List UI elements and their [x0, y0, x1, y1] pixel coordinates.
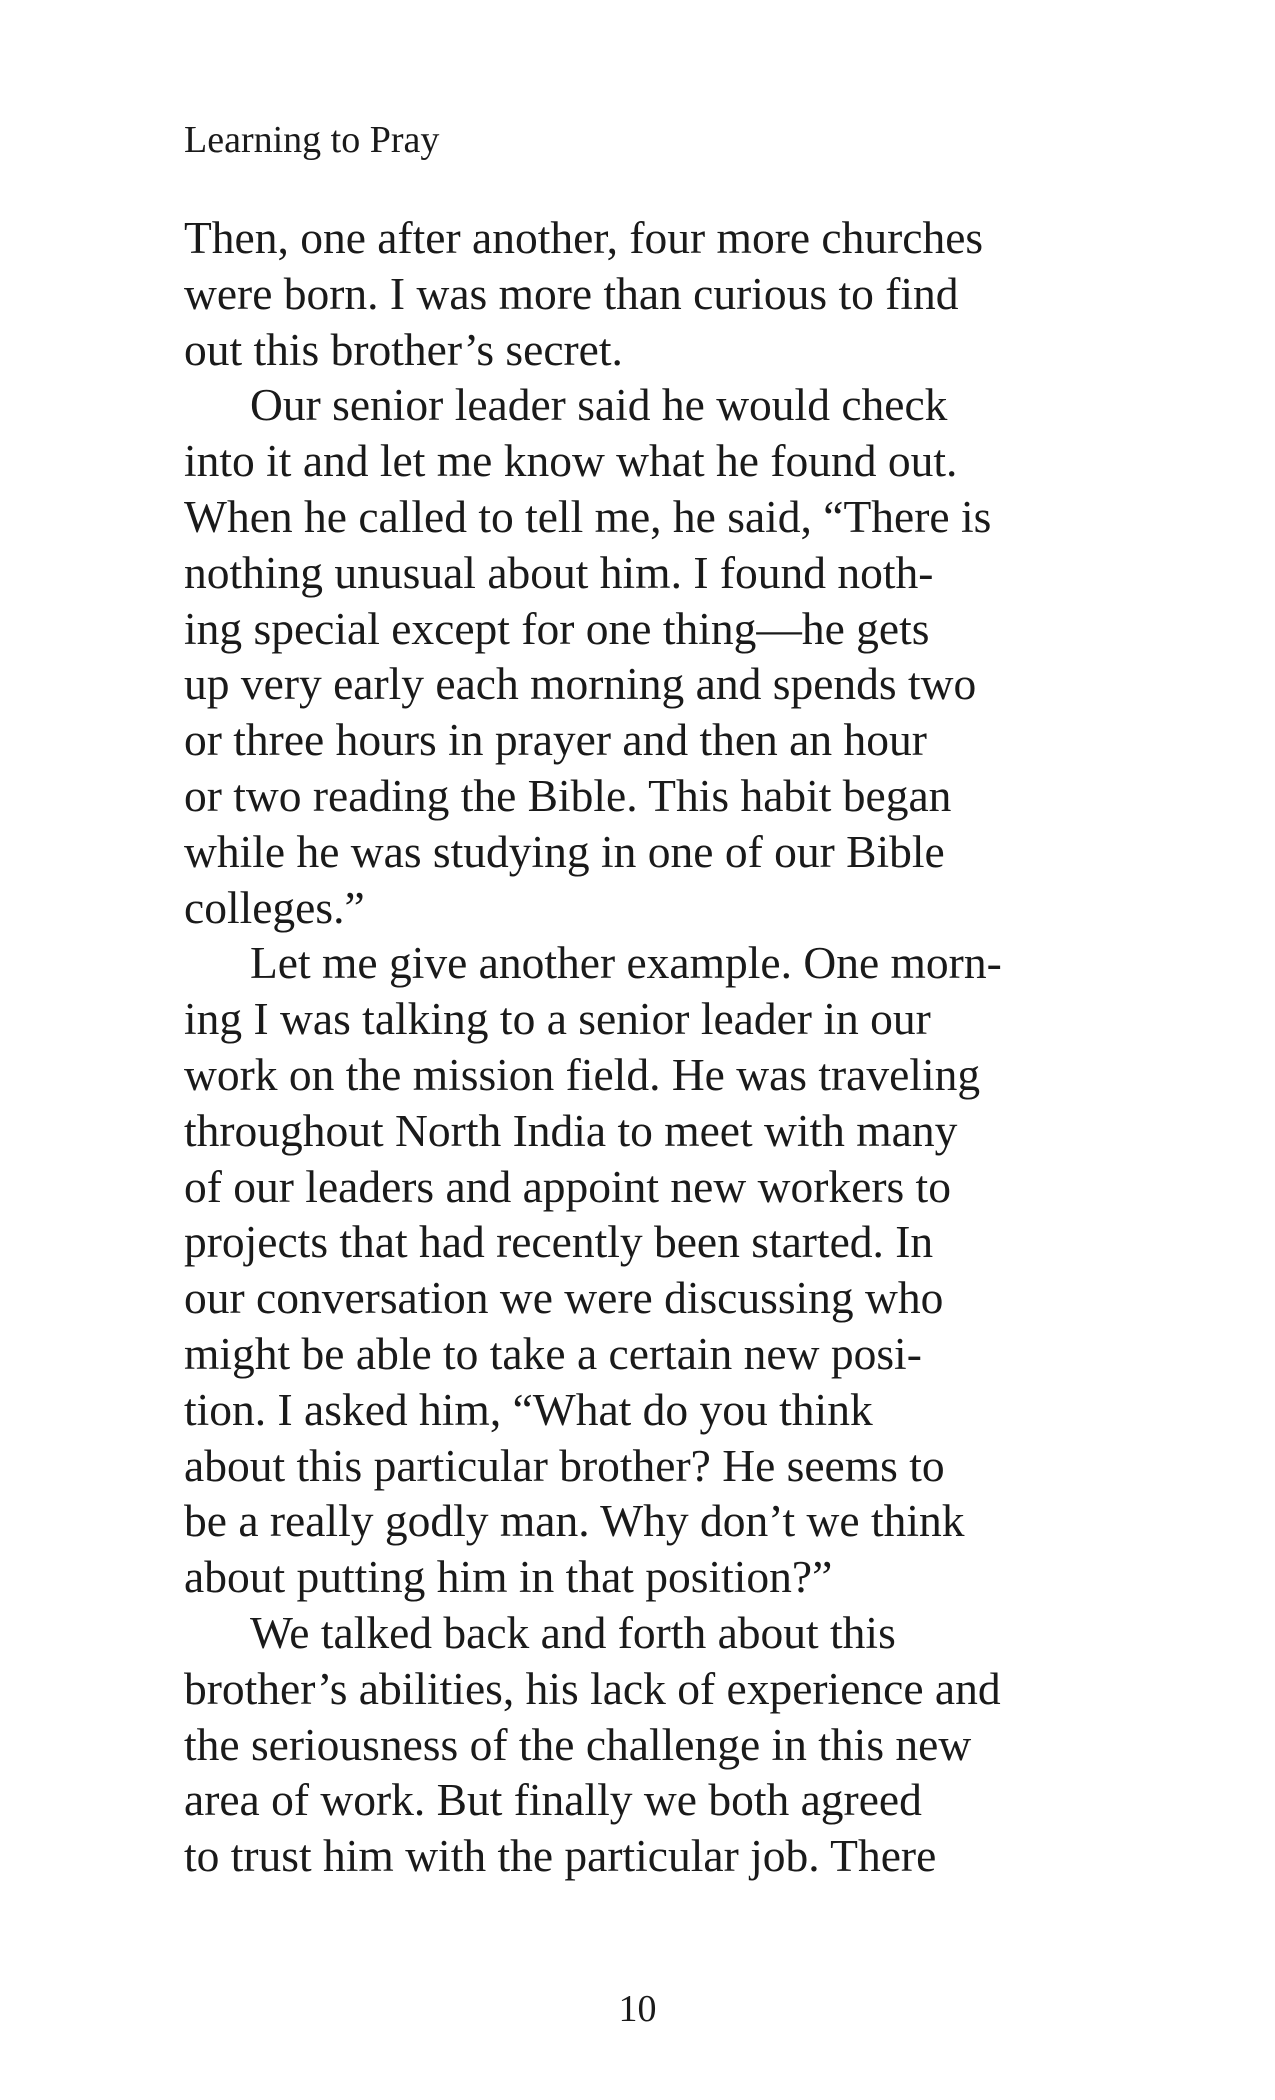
text-line: about putting him in that position?”: [184, 1551, 833, 1603]
text-line: might be able to take a certain new posi-: [184, 1327, 922, 1379]
text-line: projects that had recently been started. In: [184, 1216, 934, 1268]
text-line: into it and let me know what he found out.: [184, 435, 958, 487]
text-line: brother’s abilities, his lack of experience and: [184, 1662, 1001, 1714]
text-line: or two reading the Bible. This habit began: [184, 769, 952, 821]
text-line: of our leaders and appoint new workers to: [184, 1160, 951, 1212]
paragraph-start-line: Our senior leader said he would check: [250, 379, 948, 431]
running-head: Learning to Pray: [184, 119, 440, 161]
text-line: about this particular brother? He seems to: [184, 1439, 945, 1491]
text-line: When he called to tell me, he said, “There is: [184, 490, 992, 542]
text-line: our conversation we were discussing who: [184, 1272, 944, 1324]
text-line: while he was studying in one of our Bible: [184, 825, 945, 877]
text-line: ing I was talking to a senior leader in our: [184, 993, 931, 1045]
paragraph-start-line: We talked back and forth about this: [250, 1606, 896, 1658]
text-line: were born. I was more than curious to find: [184, 267, 959, 319]
text-line: nothing unusual about him. I found noth-: [184, 546, 934, 598]
text-line: ing special except for one thing—he gets: [184, 602, 930, 654]
text-line: tion. I asked him, “What do you think: [184, 1383, 873, 1435]
text-line: be a really godly man. Why don’t we think: [184, 1495, 965, 1547]
text-line: to trust him with the particular job. There: [184, 1830, 937, 1882]
body-text: [184, 210, 1084, 1884]
text-line: colleges.”: [184, 881, 365, 933]
text-line: or three hours in prayer and then an hour: [184, 714, 927, 766]
text-line: work on the mission field. He was traveling: [184, 1048, 981, 1100]
paragraph-start-line: Let me give another example. One morn-: [250, 937, 1002, 989]
text-line: the seriousness of the challenge in this new: [184, 1718, 972, 1770]
text-line: up very early each morning and spends two: [184, 658, 977, 710]
text-line: Then, one after another, four more churches: [184, 212, 984, 263]
text-line: throughout North India to meet with many: [184, 1104, 958, 1156]
text-line: area of work. But finally we both agreed: [184, 1774, 922, 1826]
text-line: out this brother’s secret.: [184, 323, 623, 375]
page-number: 10: [618, 1988, 657, 2030]
